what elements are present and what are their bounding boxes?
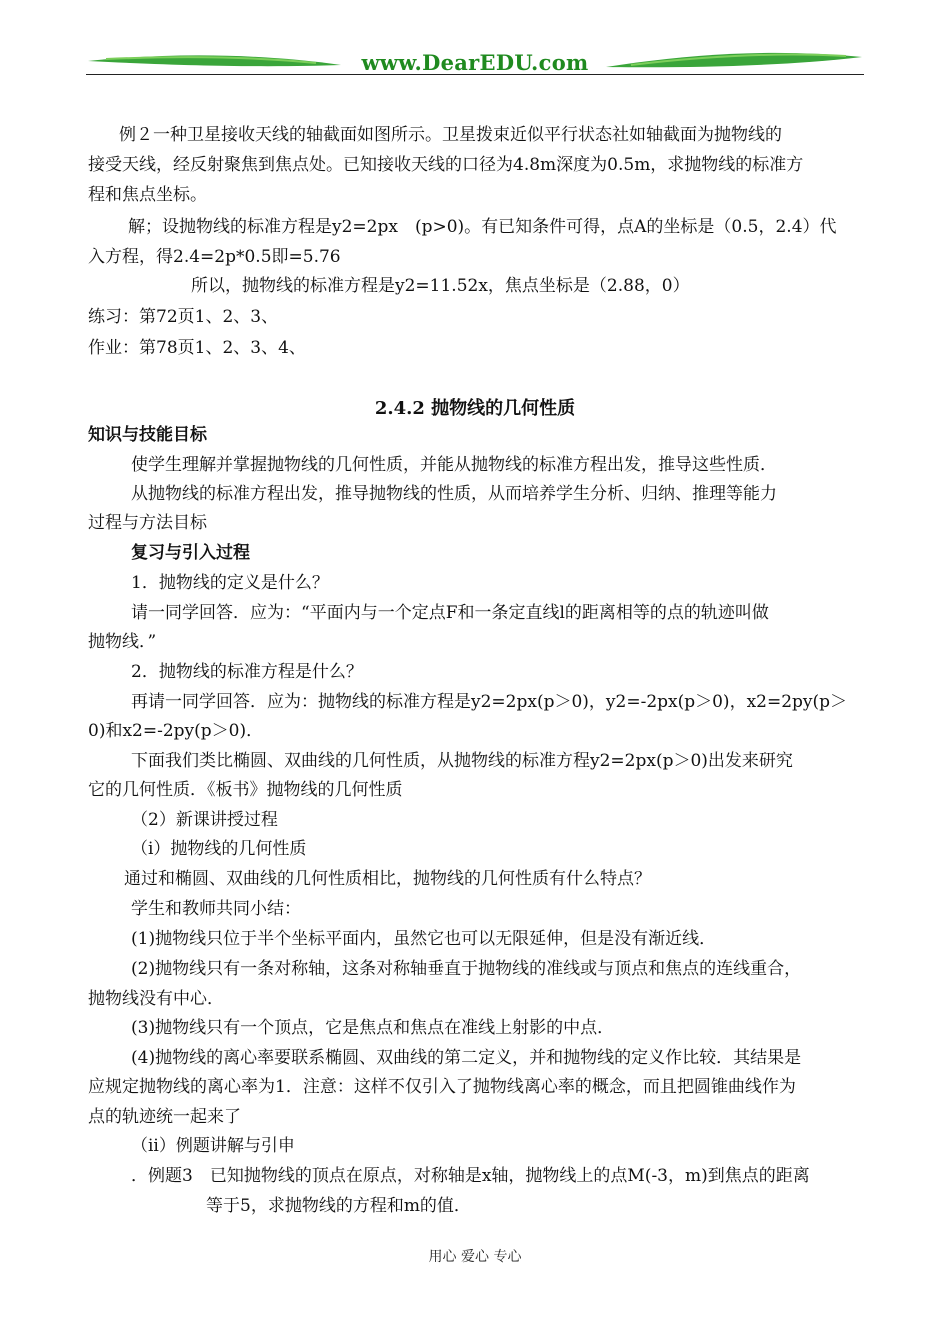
- header-rule: [86, 74, 864, 75]
- paragraph-line: 1．抛物线的定义是什么？: [131, 573, 329, 593]
- paragraph-line: 2．抛物线的标准方程是什么？: [131, 662, 363, 682]
- paragraph-line: 作业：第78页1、2、3、4、: [88, 338, 306, 358]
- paragraph-line: 过程与方法目标: [88, 513, 207, 533]
- subheading: 复习与引入过程: [131, 543, 250, 563]
- paragraph-line: 等于5，求抛物线的方程和m的值．: [206, 1196, 471, 1216]
- paragraph-line: 下面我们类比椭圆、双曲线的几何性质，从抛物线的标准方程y2=2px(p＞0)出发来研究: [131, 751, 793, 771]
- paragraph-line: 接受天线，经反射聚焦到焦点处。已知接收天线的口径为4.8m深度为0.5m，求抛物线的标准方: [88, 155, 804, 175]
- paragraph-line: 从抛物线的标准方程出发，推导抛物线的性质，从而培养学生分析、归纳、推理等能力: [131, 484, 777, 504]
- site-logo[interactable]: www.DearEDU.com: [361, 50, 589, 75]
- paragraph-line: 抛物线．”: [88, 632, 157, 652]
- paragraph-line: 练习：第72页1、2、3、: [88, 307, 279, 327]
- page-footer: 用心 爱心 专心: [428, 1249, 522, 1265]
- paragraph-line: 点的轨迹统一起来了: [88, 1107, 241, 1127]
- paragraph-line: 请一同学回答．应为：“平面内与一个定点F和一条定直线l的距离相等的点的轨迹叫做: [131, 603, 769, 623]
- paragraph-line: （ii）例题讲解与引申: [131, 1136, 295, 1156]
- paragraph-line: (2)抛物线只有一条对称轴，这条对称轴垂直于抛物线的准线或与顶点和焦点的连线重合，: [131, 959, 802, 979]
- paragraph-line: 入方程，得2.4=2p*0.5即=5.76: [88, 247, 341, 267]
- paragraph-line: （2）新课讲授过程: [131, 810, 278, 830]
- paragraph-line: ．例题3 已知抛物线的顶点在原点，对称轴是x轴，抛物线上的点M(-3，m)到焦点的距离: [131, 1166, 810, 1186]
- subheading: 知识与技能目标: [88, 425, 207, 445]
- paragraph-line: 解；设抛物线的标准方程是y2=2px (p>0)。有已知条件可得，点A的坐标是（0.5，2.4）代: [128, 217, 837, 237]
- paragraph-line: (3)抛物线只有一个顶点，它是焦点和焦点在准线上射影的中点．: [131, 1018, 615, 1038]
- paragraph-line: (4)抛物线的离心率要联系椭圆、双曲线的第二定义，并和抛物线的定义作比较．其结果是: [131, 1048, 802, 1068]
- paragraph-line: 再请一同学回答．应为：抛物线的标准方程是y2=2px(p＞0)，y2=-2px(p＞0)，x2=2py(p＞: [131, 692, 848, 712]
- paragraph-line: 应规定抛物线的离心率为1．注意：这样不仅引入了抛物线离心率的概念，而且把圆锥曲线作为: [88, 1077, 796, 1097]
- paragraph-line: 通过和椭圆、双曲线的几何性质相比，抛物线的几何性质有什么特点？: [124, 869, 651, 889]
- paragraph-line: 抛物线没有中心．: [88, 989, 224, 1009]
- paragraph-line: 它的几何性质．《板书》抛物线的几何性质: [88, 780, 403, 800]
- paragraph-line: 所以，抛物线的标准方程是y2=11.52x，焦点坐标是（2.88，0）: [191, 276, 690, 296]
- paragraph-line: 程和焦点坐标。: [88, 185, 207, 205]
- paragraph-line: 例２一种卫星接收天线的轴截面如图所示。卫星拨束近似平行状态社如轴截面为抛物线的: [119, 125, 782, 145]
- paragraph-line: 学生和教师共同小结：: [131, 899, 301, 919]
- paragraph-line: 0)和x2=-2py(p＞0)．: [88, 721, 264, 741]
- paragraph-line: (1)抛物线只位于半个坐标平面内，虽然它也可以无限延伸，但是没有渐近线．: [131, 929, 717, 949]
- paragraph-line: （i）抛物线的几何性质: [131, 839, 307, 859]
- section-title: 2.4.2 抛物线的几何性质: [374, 398, 576, 419]
- paragraph-line: 使学生理解并掌握抛物线的几何性质，并能从抛物线的标准方程出发，推导这些性质．: [131, 455, 777, 475]
